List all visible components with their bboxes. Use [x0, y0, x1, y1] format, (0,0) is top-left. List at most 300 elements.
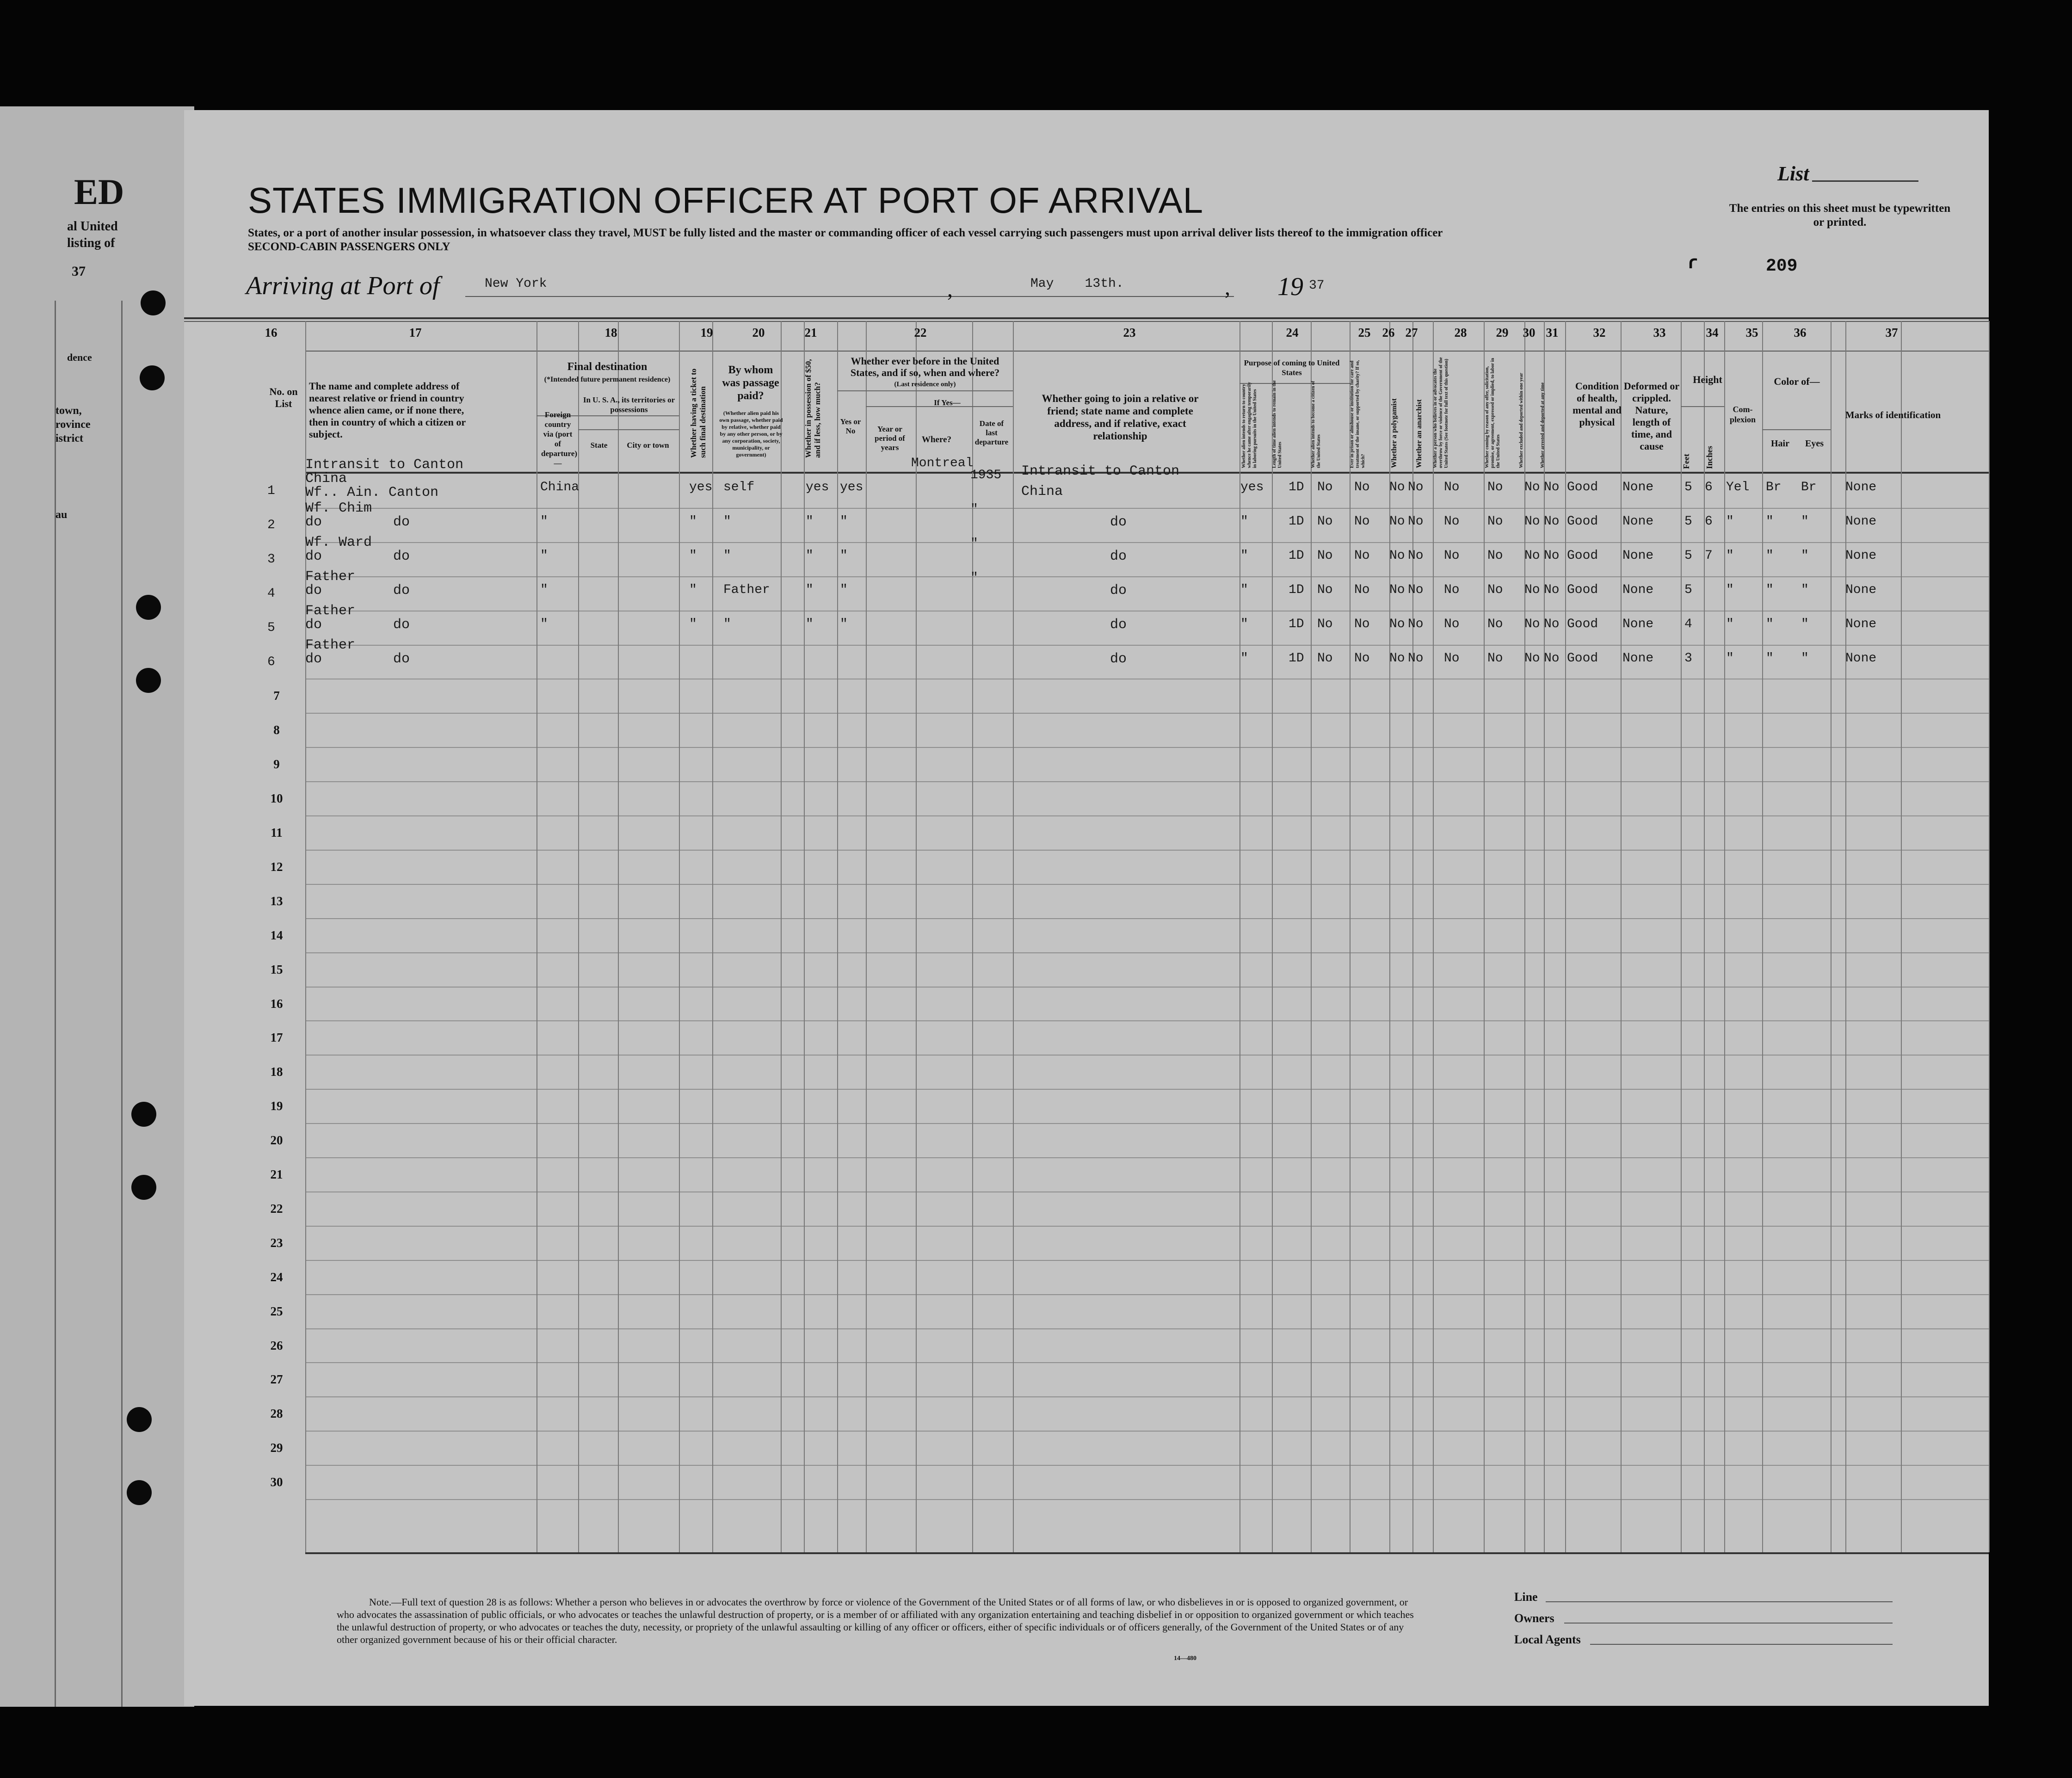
left-page-fragment: rovince [56, 419, 91, 431]
row-rule [305, 1055, 1989, 1056]
cell-c29: No [1487, 480, 1503, 494]
column-rule [1013, 321, 1014, 1552]
row-number: 14 [270, 928, 283, 942]
cell-c24a: yes [1240, 480, 1264, 494]
column-number: 35 [1745, 326, 1758, 340]
cell-c18: " [540, 548, 548, 563]
cell-c19: " [689, 514, 697, 529]
nearest-relative-city: do [393, 651, 410, 667]
row-number: 24 [270, 1270, 283, 1284]
nearest-relative-city: do [393, 582, 410, 599]
row-number: 13 [270, 894, 283, 908]
column-rule [1989, 321, 1990, 1552]
nearest-relative-name: Father [305, 637, 356, 653]
cell-c18: China [540, 480, 580, 494]
row-rule [305, 1089, 1989, 1090]
cell-c32: Good [1567, 617, 1598, 631]
cell-c28: No [1444, 617, 1460, 631]
subheader-rule [1681, 406, 1724, 407]
left-page-fragment: au [56, 509, 68, 521]
column-number: 29 [1496, 326, 1509, 340]
row-rule [305, 1328, 1989, 1329]
header-c32: Condition of health, mental and physical [1572, 380, 1622, 428]
cell-c30: No [1524, 582, 1540, 597]
header-c34-feet: Feet [1682, 454, 1691, 469]
cell-c30: No [1524, 617, 1540, 631]
cell-hair: Br [1766, 480, 1782, 494]
cell-c37: None [1845, 582, 1877, 597]
cell-c31: No [1544, 514, 1560, 529]
row-rule [305, 645, 1989, 646]
cell-c37: None [1845, 548, 1877, 563]
cell-c19: " [689, 548, 697, 563]
left-page-fragment: listing of [67, 236, 115, 250]
header-c21: Whether in possession of $50, and if less, how much? [804, 359, 822, 458]
header-c24b: Length of time alien intends to remain in the United States [1272, 380, 1283, 468]
cell-c29: No [1487, 651, 1503, 666]
cell-c33: None [1622, 514, 1654, 529]
column-rule [866, 321, 867, 1552]
cell-c33: None [1622, 617, 1654, 631]
header-c22-note: (Last residence only) [894, 381, 956, 388]
cell-c24c: No [1317, 514, 1333, 529]
row-number: 19 [270, 1099, 283, 1113]
column-rule [1845, 321, 1846, 1552]
cell-c24c: No [1317, 582, 1333, 597]
column-rule [536, 321, 537, 1552]
column-rule [1484, 321, 1485, 1552]
row-number: 25 [270, 1304, 283, 1318]
row-number: 21 [270, 1167, 283, 1181]
row-rule [305, 781, 1989, 782]
nearest-relative-country: do [305, 514, 322, 530]
cell-inches: 6 [1705, 480, 1713, 494]
cell-c32: Good [1567, 548, 1598, 563]
nearest-relative-city: do [393, 548, 410, 564]
cell-c31: No [1544, 548, 1560, 563]
header-c36-hair: Hair [1771, 438, 1789, 449]
row-rule [305, 747, 1989, 748]
row-number: 16 [270, 997, 283, 1011]
row-rule [305, 884, 1989, 885]
header-c34-inches: Inches [1705, 445, 1714, 469]
cell-c25: No [1354, 514, 1370, 529]
cell-c35: " [1726, 651, 1734, 666]
subheader-rule [1762, 429, 1831, 430]
header-c22: Whether ever before in the United States, and if so, when and where? [850, 355, 1000, 378]
row-number: 4 [267, 586, 275, 601]
cell-c20: self [723, 480, 755, 494]
column-rule [679, 321, 680, 1552]
column-rule [1621, 321, 1622, 1552]
cell-c35: " [1726, 514, 1734, 529]
nearest-relative-name: Father [305, 603, 356, 619]
cell-c24c: No [1317, 651, 1333, 666]
left-page-fragment: istrict [56, 432, 83, 444]
cell-c20: " [723, 514, 731, 529]
binder-hole-icon [127, 1407, 152, 1432]
cell-feet: 5 [1684, 548, 1692, 563]
cell-c21: " [806, 582, 814, 597]
cell-c33: None [1622, 480, 1654, 494]
cell-hair: " [1766, 548, 1774, 563]
column-number: 20 [752, 326, 765, 340]
cell-c33: None [1622, 548, 1654, 563]
header-c17: The name and complete address of nearest relative or friend in country whence alien came, or if none there, then in country of which a citizen or subject. [309, 380, 466, 440]
column-number: 18 [604, 326, 617, 340]
header-c18: Final destination [567, 361, 648, 373]
cell-c24a: " [1240, 582, 1248, 597]
header-c31: Whether arrested and deported at any time [1540, 382, 1545, 468]
cell-feet: 5 [1684, 480, 1692, 494]
column-rule [1681, 321, 1682, 1552]
header-c16: No. on List [269, 386, 298, 409]
row-rule [305, 1431, 1989, 1432]
joining-relative-country: China [1021, 484, 1063, 500]
cell-c25: No [1354, 480, 1370, 494]
row-rule [305, 713, 1989, 714]
joining-relative: Intransit to Canton [1021, 463, 1180, 479]
header-c24a: Whether alien intends to return to country whence he came after engaging temporarily in laboring pursuits in the United States [1241, 382, 1258, 468]
owners-label: Owners [1514, 1611, 1554, 1625]
cell-hair: " [1766, 651, 1774, 666]
column-number: 16 [265, 326, 278, 340]
cell-c22-yes: " [840, 617, 848, 631]
nearest-relative-country: China [305, 471, 347, 487]
row-rule [305, 1123, 1989, 1124]
header-c34: Height [1693, 374, 1722, 385]
nearest-relative-country: do [305, 617, 322, 633]
cell-c24b: 1D [1289, 617, 1304, 631]
cell-c22-yes: " [840, 582, 848, 597]
column-rule [804, 321, 805, 1552]
header-c28: Whether a person who believes in or advocates the overthrow by force or violence of the Government of the United States (See footnote for full text of this question) [1433, 357, 1449, 468]
header-c23: Whether going to join a relative or friend; state name and complete address, and if relative, exact relationship [1042, 393, 1199, 442]
year-prefix: 19 [1277, 272, 1303, 301]
column-number: 19 [700, 326, 713, 340]
left-page-fragment: 37 [72, 264, 86, 279]
cell-c19: " [689, 617, 697, 631]
row-rule [305, 1157, 1989, 1158]
cell-c24a: " [1240, 514, 1248, 529]
cell-c37: None [1845, 617, 1877, 631]
cell-c27: No [1408, 651, 1424, 666]
cell-c25: No [1354, 651, 1370, 666]
joining-relative: do [1110, 548, 1127, 564]
column-rule [1433, 321, 1434, 1552]
cell-c24c: No [1317, 548, 1333, 563]
cell-c18: " [540, 617, 548, 631]
list-label: List [1777, 162, 1809, 185]
row-number: 15 [270, 963, 283, 976]
header-c36: Color of— [1774, 376, 1820, 387]
column-rule [1901, 321, 1902, 1552]
cell-c18: " [540, 514, 548, 529]
column-number: 37 [1885, 326, 1898, 340]
row-number: 29 [270, 1441, 283, 1455]
header-c25: Ever in prison or almshouse or institution for care and treatment of the insane, or supported by charity? If so, which? [1350, 360, 1366, 468]
line-label: Line [1514, 1590, 1538, 1604]
column-rule [1272, 321, 1273, 1552]
header-c27: Whether an anarchist [1415, 399, 1423, 468]
cell-c22-where: Montreal [911, 456, 974, 470]
form-code: 14—480 [1174, 1655, 1196, 1662]
cell-eyes: " [1801, 514, 1809, 529]
cell-c27: No [1408, 617, 1424, 631]
cell-c26: No [1389, 514, 1405, 529]
row-rule [305, 508, 1989, 509]
cell-c25: No [1354, 548, 1370, 563]
cell-c32: Good [1567, 514, 1598, 529]
cell-c26: No [1389, 582, 1405, 597]
row-rule [305, 850, 1989, 851]
left-page-strip [0, 106, 194, 1707]
nearest-relative-name: Wf. Chim [305, 500, 372, 516]
cell-c19: yes [689, 480, 713, 494]
cell-c28: No [1444, 651, 1460, 666]
cell-eyes: " [1801, 582, 1809, 597]
column-rule [1724, 321, 1725, 1552]
column-rule [1762, 321, 1763, 1552]
cell-c37: None [1845, 480, 1877, 494]
row-number: 27 [270, 1372, 283, 1386]
class-line: SECOND-CABIN PASSENGERS ONLY [248, 241, 450, 253]
column-rule [618, 321, 619, 1552]
cell-c31: No [1544, 617, 1560, 631]
cell-c37: None [1845, 651, 1877, 666]
row-number: 11 [271, 826, 283, 840]
cell-c32: Good [1567, 480, 1598, 494]
cell-c26: No [1389, 548, 1405, 563]
row-number: 2 [267, 518, 275, 532]
cell-eyes: Br [1801, 480, 1817, 494]
cell-c22-yes: " [840, 548, 848, 563]
row-rule [305, 1499, 1989, 1500]
nearest-relative-address: Wf.. Ain. Canton [305, 485, 439, 500]
cell-c24c: No [1317, 617, 1333, 631]
nearest-relative-name: Intransit to Canton [305, 457, 464, 473]
column-number: 24 [1286, 326, 1299, 340]
cell-c28: No [1444, 514, 1460, 529]
row-rule [305, 1465, 1989, 1466]
cell-c30: No [1524, 480, 1540, 494]
column-number: 36 [1794, 326, 1807, 340]
cell-c37: None [1845, 514, 1877, 529]
column-rule [1524, 321, 1525, 1552]
cell-c29: No [1487, 617, 1503, 631]
cell-c20: " [723, 548, 731, 563]
column-number: 22 [914, 326, 927, 340]
header-c22-ifyes: If Yes— [934, 398, 961, 407]
column-rule [712, 321, 713, 1552]
cell-inches: 7 [1705, 548, 1713, 563]
row-rule [305, 987, 1989, 988]
cell-c30: No [1524, 548, 1540, 563]
cell-c29: No [1487, 548, 1503, 563]
column-number: 31 [1546, 326, 1559, 340]
cell-c31: No [1544, 651, 1560, 666]
cell-c33: None [1622, 582, 1654, 597]
column-number: 27 [1405, 326, 1418, 340]
row-rule [305, 1362, 1989, 1363]
header-c18-foreign: Foreign country via (port of departure)— [541, 410, 578, 468]
cell-c35: " [1726, 548, 1734, 563]
row-rule [305, 1396, 1989, 1397]
cell-c32: Good [1567, 651, 1598, 666]
list-number: 209 [1766, 256, 1798, 276]
page-subtitle: States, or a port of another insular possession, in whatsoever class they travel, MUST be fully listed and the master or commanding officer of each vessel carrying such passengers must upon arrival deliver lists thereof to the immigration officer [248, 227, 1443, 239]
joining-relative: do [1110, 514, 1127, 530]
cell-c24b: 1D [1289, 548, 1304, 563]
row-number: 8 [273, 723, 280, 737]
header-c18-city: City or town [627, 441, 669, 450]
nearest-relative-city: do [393, 514, 410, 530]
binder-hole-icon [136, 595, 161, 620]
left-page-fragment: ED [74, 172, 124, 212]
subheader-rule [837, 390, 1013, 391]
binder-hole-icon [131, 1102, 156, 1127]
cell-c28: No [1444, 548, 1460, 563]
row-number: 1 [267, 484, 275, 498]
subheader-rule [578, 429, 679, 430]
cell-c22-date: " [970, 536, 978, 551]
header-c19: Whether having a ticket to such final destination [689, 368, 707, 458]
column-rule [578, 321, 579, 1552]
header-c29: Whether coming by reason of any offer, solicitation, promise, or agreement, expressed or implied, to labor in the United States [1485, 358, 1501, 468]
column-rule [1565, 321, 1566, 1552]
cell-hair: " [1766, 514, 1774, 529]
header-c22-where: Where? [921, 435, 952, 444]
cell-c22-date: " [970, 502, 978, 517]
arriving-label: Arriving at Port of [246, 272, 440, 300]
header-c37: Marks of identification [1845, 409, 1941, 420]
cell-c25: No [1354, 582, 1370, 597]
nearest-relative-name: Wf. Ward [305, 534, 372, 550]
column-number: 28 [1454, 326, 1467, 340]
cell-feet: 5 [1684, 582, 1692, 597]
binder-hole-icon [131, 1175, 156, 1200]
joining-relative: do [1110, 651, 1127, 667]
cell-inches: 6 [1705, 514, 1713, 529]
column-rule [781, 321, 782, 1552]
cell-c22-yes: " [840, 514, 848, 529]
row-number: 30 [270, 1475, 283, 1489]
column-rule [916, 321, 917, 1552]
cell-c29: No [1487, 514, 1503, 529]
cell-c24a: " [1240, 548, 1248, 563]
header-c24: Purpose of coming to United States [1244, 358, 1340, 377]
cell-c21: " [806, 514, 814, 529]
column-rule [1704, 321, 1705, 1552]
cell-c26: No [1389, 617, 1405, 631]
column-rule [1311, 321, 1312, 1552]
cell-c20: " [723, 617, 731, 631]
row-rule [305, 1020, 1989, 1021]
cell-c30: No [1524, 514, 1540, 529]
cell-feet: 4 [1684, 617, 1692, 631]
header-c24c: Whether alien intends to become a citizen of the United States [1311, 381, 1321, 468]
port-value: New York [485, 277, 547, 291]
column-number: 25 [1358, 326, 1371, 340]
row-number: 23 [270, 1236, 283, 1250]
cell-c26: No [1389, 480, 1405, 494]
column-number: 21 [804, 326, 817, 340]
cell-eyes: " [1801, 617, 1809, 631]
cell-c35: " [1726, 582, 1734, 597]
header-c18-usa: In U. S. A., its territories or possessions [583, 395, 675, 414]
cell-c32: Good [1567, 582, 1598, 597]
cell-c24a: " [1240, 617, 1248, 631]
row-rule [305, 918, 1989, 919]
header-c18-state: State [590, 441, 608, 450]
row-number: 12 [270, 860, 283, 874]
column-number: 23 [1123, 326, 1136, 340]
cell-c26: No [1389, 651, 1405, 666]
row-number: 26 [270, 1339, 283, 1352]
date-value: May 13th. [1030, 277, 1124, 291]
cell-c24b: 1D [1289, 651, 1304, 666]
cell-c24b: 1D [1289, 480, 1304, 494]
cell-hair: " [1766, 582, 1774, 597]
joining-relative: do [1110, 617, 1127, 633]
column-number: 26 [1382, 326, 1395, 340]
nearest-relative-city: do [393, 617, 410, 633]
header-c18-note: (*Intended future permanent residence) [544, 376, 671, 383]
cell-c31: No [1544, 480, 1560, 494]
year-value: 37 [1309, 278, 1325, 293]
cell-c28: No [1444, 480, 1460, 494]
row-rule [305, 542, 1989, 543]
column-rule [1412, 321, 1413, 1552]
manifest-sheet: STATES IMMIGRATION OFFICER AT PORT OF ARRIVAL States, or a port of another insular possession, in whatsoever class they travel, MUST be fully listed and the master or commanding officer of each vessel carrying such passengers must upon arrival deliver lists thereof to the immigration officer SECOND-CABIN PASSENGERS ONLY List The entries on this sheet must be typewritten or printed. ɾ 209 Arriving at Port of New York , May 13th. , 19 37 16 17 18 19 20 21 22 23 24 25 26 27 28 29 30 31 32 33 34 35 36 37 No. on List The name and complete address of nearest relative or friend in country whence alien came, or if none there, then in country of which a citizen or subject. Final destination (*Intended future permanent residence) Foreign country via (port of departure)— In U. S. A., its territories or possessions State City or town By whom was passage paid? (Whether alien paid his own passage, whether paid by relative, whether paid by any other person, or by any corporation, society, municipality, or government) Whether ever before in the United States, and if so, when and where? (Last residence only) If Yes— Yes or No Year or period of years Where? Date of last departure Whether going to join a relative or friend; state name and complete address, and if relative, exact relationship Purpose of coming to United States Condition of health, mental and physical Deformed or crippled. Nature, length of time, and cause Height Com-plexion Color of— Hair Eyes Marks of identification Whether having a ticket to such final destination Whether in possession of $50, and if less, how much? Whether alien intends to return to country whence he came after engaging temporarily in laboring pursuits in the United States Length of time alien intends to remain in the United States Whether alien intends to become a citizen of the United States Ever in prison or almshouse or institution for care and treatment of the insane, or supported by charity? If so, which? Whether a polygamist Whether an anarchist Whether a person who believes in or advocates the overthrow by force or violence of the Government of the United States (See footnote for full text of this question) Whether coming by reason of any offer, solicitation, promise, or agreement, expressed or implied, to labor in the United States Whether excluded and deported within one year Whether arrested and deported at any time Feet Inches 1 Intransit to Canton China Wf.. Ain. Canton China yes self yes yes Montreal 1935 yes 1D No No No No No No No No Good None 5 6 Yel Br Br None Intransit to Canton China 2 Wf. Chim do do " " " " " " " 1D No No No No No No No No Good None 5 6 " " " None do 3 Wf. Ward do do " " " " " " " 1D No No No No No No No No Good None 5 7 " " " None do 4 Father do do " " Father " " " " 1D No No No No No No No No Good None 5 " " " None do 5 Father do do " " " " " " 1D No No No No No No No No Good None 4 " " " None do 6 Father do do " 1D No No No No No No No No Good None 3 " " " None do 7 8 9 10 11 12 13 14 15 16 17 18 19 20 21 22 23 24 25 26 27 28 29 30 Note.—Full text of question 28 is as follows: Whether a person who believes in or advocates the overthrow by force or violence of the Government of the United States or of all forms of law, or who disbelieves in or is opposed to organized government, or who advocates the assassination of public officials, or who advocates or teaches the unlawful destruction of property, or is a member of or affiliated with any organization entertaining and teaching disbelief in or opposition to organized government or which teaches the unlawful destruction of property, or who advocates or teaches the duty, necessity, or propriety of the unlawful assaulting or killing of any officer or officers, either of specific individuals or of officers generally, of the Government of the United States or of any other organized government because of his or their official character. 14—480 Line Owners Local Agents [184, 110, 1989, 1706]
cell-c18: " [540, 582, 548, 597]
cell-c24a: " [1240, 651, 1248, 666]
cell-c22-yes: yes [840, 480, 863, 494]
list-note: The entries on this sheet must be typewritten or printed. [1729, 202, 1951, 228]
row-number: 20 [270, 1133, 283, 1147]
cell-c31: No [1544, 582, 1560, 597]
row-rule [305, 576, 1989, 577]
nearest-relative-country: do [305, 548, 322, 564]
cell-c27: No [1408, 514, 1424, 529]
column-rule [837, 321, 838, 1552]
row-number: 17 [270, 1031, 283, 1044]
header-c33: Deformed or crippled. Nature, length of time, and cause [1623, 380, 1680, 452]
row-rule [305, 1260, 1989, 1261]
column-rule [1389, 321, 1390, 1552]
cell-c24c: No [1317, 480, 1333, 494]
header-c20: By whom was passage paid? [722, 364, 779, 402]
column-number: 32 [1593, 326, 1606, 340]
header-c35: Com-plexion [1729, 405, 1756, 424]
cell-c30: No [1524, 651, 1540, 666]
left-page-fragment: dence [67, 352, 92, 363]
row-rule [305, 1226, 1989, 1227]
cell-feet: 3 [1684, 651, 1692, 666]
column-number: 33 [1653, 326, 1666, 340]
cell-c27: No [1408, 480, 1424, 494]
row-number: 9 [273, 757, 280, 771]
row-number: 6 [267, 654, 275, 669]
row-number: 3 [267, 552, 275, 567]
cell-c22-date: 1935 [970, 468, 1002, 482]
row-rule [305, 815, 1989, 816]
cell-c24b: 1D [1289, 514, 1304, 529]
column-number: 30 [1523, 326, 1536, 340]
cell-c25: No [1354, 617, 1370, 631]
column-number: 17 [409, 326, 422, 340]
row-rule [305, 952, 1989, 953]
